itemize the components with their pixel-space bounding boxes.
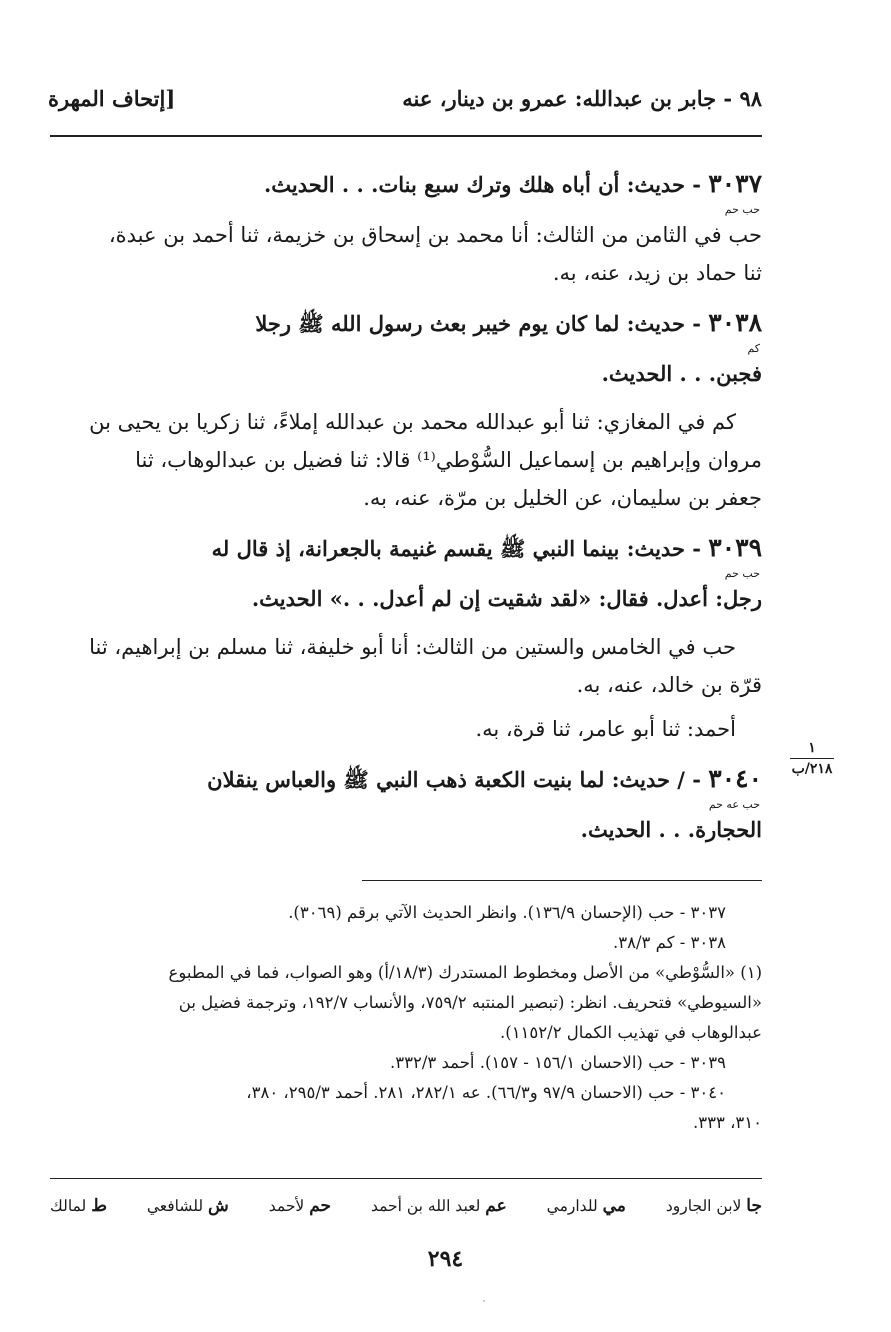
footnote-line: ٣٠٣٧ - حب (الإحسان ١٣٦/٩). وانظر الحديث الآتي برقم (٣٠٦٩).: [288, 903, 726, 922]
legend-item: حم لأحمد: [268, 1196, 332, 1216]
hadith-entry-3039: [50, 529, 762, 748]
folio-bottom: ٢١٨/ب: [791, 761, 833, 777]
header-rule: [50, 135, 762, 137]
sigla-marker: حب عه حم: [708, 798, 760, 811]
hadith-heading: [50, 529, 762, 568]
footnote-line: (١) «السُّوْطي» من الأصل ومخطوط المستدرك (١٨/٣/أ) وهو الصواب، فما في المطبوع: [168, 963, 762, 982]
hadith-entry-3037: [50, 165, 762, 292]
legend-item: ش للشافعي: [146, 1196, 229, 1216]
abbreviation-legend: [50, 1196, 762, 1222]
scan-speck: [483, 1300, 485, 1302]
source-line: حب في الخامس والستين من الثالث: أنا أبو خليفة، ثنا مسلم بن إبراهيم، ثنا: [89, 635, 736, 659]
sigla-marker: حب حم: [724, 203, 760, 216]
hadith-entry-3040: [50, 760, 762, 849]
legend-item: جا لابن الجارود: [665, 1196, 762, 1216]
legend-item: عم لعبد الله بن أحمد: [370, 1196, 507, 1216]
footnote-line: ٣٠٣٨ - كم ٣٨/٣.: [612, 933, 726, 952]
hadith-text-cont: رجل: أعدل. فقال: «لقد شقيت إن لم أعدل. . .» الحديث.: [251, 586, 762, 611]
hadith-text: - / حديث: لما بنيت الكعبة ذهب النبي ﷺ والعباس ينقلان: [207, 767, 701, 792]
footnotes: [50, 898, 762, 1138]
page-number: ٢٩٤: [427, 1246, 464, 1272]
footnote-rule: [362, 880, 762, 881]
hadith-text: - حديث: لما كان يوم خيبر بعث رسول الله ﷺ رجلا: [255, 311, 701, 336]
main-text: [50, 165, 762, 861]
legend-item: ط لمالك: [50, 1196, 107, 1216]
hadith-text-cont: فجبن. . . الحديث.: [601, 361, 762, 386]
hadith-heading: [50, 760, 762, 799]
source-line: مروان وإبراهيم بن إسماعيل السُّوْطي⁽¹⁾ قالا: ثنا فضيل بن عبدالوهاب، ثنا: [135, 448, 762, 472]
hadith-number: ٣٠٣٩: [708, 533, 762, 562]
manuscript-folio-note: [782, 740, 842, 777]
footnote-line: ٣٠٤٠ - حب (الاحسان ٩٧/٩ و٦٦/٣). عه ٢٨٢/١، ٢٨١. أحمد ٢٩٥/٣، ٣٨٠،: [246, 1083, 726, 1102]
footnote-line: ٣٠٣٩ - حب (الاحسان ١٥٦/١ - ١٥٧). أحمد ٣٣٢/٣.: [389, 1053, 726, 1072]
hadith-heading: [50, 304, 762, 343]
header-book-title: [إتحاف المهرة: [48, 86, 176, 111]
hadith-number: ٣٠٣٨: [708, 308, 762, 337]
hadith-number: ٣٠٣٧: [708, 169, 762, 198]
sigla-marker: حب حم: [724, 567, 760, 580]
source-line: حب في الثامن من الثالث: أنا محمد بن إسحاق بن خزيمة، ثنا أحمد بن عبدة،: [108, 223, 762, 247]
source-line: قرّة بن خالد، عنه، به.: [576, 673, 762, 697]
header-chapter-title: ٩٨ - جابر بن عبدالله: عمرو بن دينار، عنه: [402, 86, 762, 111]
running-header: [48, 86, 762, 122]
hadith-number: ٣٠٤٠: [708, 764, 762, 793]
source-line: كم في المغازي: ثنا أبو عبدالله محمد بن عبدالله إملاءً، ثنا زكريا بن يحيى بن: [89, 410, 736, 434]
hadith-text-cont: الحجارة. . . الحديث.: [580, 817, 762, 842]
hadith-text: - حديث: أن أباه هلك وترك سبع بنات. . . الحديث.: [263, 172, 701, 197]
legend-rule: [50, 1178, 762, 1179]
sigla-marker: كم: [747, 342, 760, 355]
source-line: جعفر بن سليمان، عن الخليل بن مرّة، عنه، به.: [363, 486, 762, 510]
footnote-line: «السيوطي» فتحريف. انظر: (تبصير المنتبه ٧٥٩/٢، والأنساب ١٩٢/٧، وترجمة فضيل بن: [178, 993, 762, 1012]
folio-divider: [790, 758, 834, 759]
hadith-heading: [50, 165, 762, 204]
source-line: ثنا حماد بن زيد، عنه، به.: [552, 261, 762, 285]
legend-item: مي للدارمي: [546, 1196, 626, 1216]
ahmad-line: أحمد: ثنا أبو عامر، ثنا قرة، به.: [475, 717, 736, 741]
footnote-line: عبدالوهاب في تهذيب الكمال ١١٥٢/٢).: [500, 1023, 762, 1042]
hadith-entry-3038: [50, 304, 762, 517]
hadith-text: - حديث: بينما النبي ﷺ يقسم غنيمة بالجعرانة، إذ قال له: [211, 536, 701, 561]
footnote-line: ٣١٠، ٣٣٣.: [692, 1113, 762, 1132]
folio-top: ١: [808, 740, 816, 756]
